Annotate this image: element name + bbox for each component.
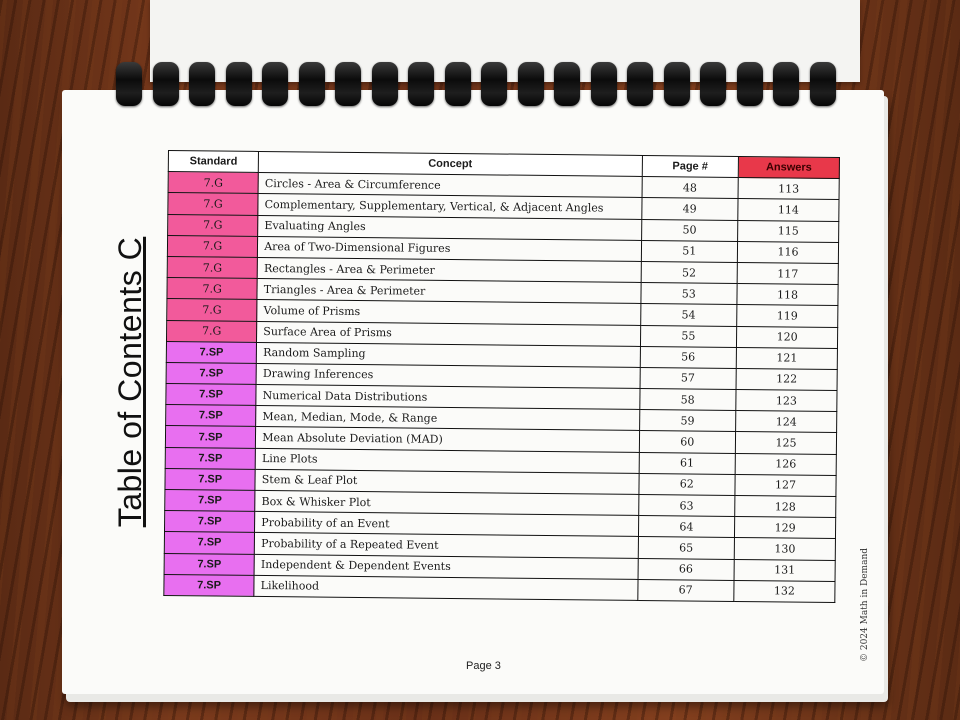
answers-cell: 116	[737, 241, 838, 263]
concept-cell: Box & Whisker Plot	[255, 490, 638, 515]
concept-cell: Likelihood	[254, 575, 637, 600]
page-cell: 66	[638, 558, 735, 580]
answers-cell: 120	[737, 326, 838, 348]
page-cell: 59	[639, 410, 736, 432]
standard-cell: 7.SP	[165, 426, 255, 448]
binding-coil	[445, 62, 471, 106]
standard-cell: 7.SP	[166, 362, 256, 384]
table-body	[164, 172, 839, 603]
answers-cell: 132	[734, 580, 835, 602]
page-cell: 60	[639, 431, 736, 453]
header-answers: Answers	[738, 156, 839, 178]
concept-cell: Stem & Leaf Plot	[255, 469, 638, 494]
concept-cell: Probability of an Event	[255, 512, 638, 537]
page-cell: 56	[640, 346, 737, 368]
answers-cell: 128	[735, 495, 836, 517]
concept-cell: Triangles - Area & Perimeter	[257, 279, 640, 304]
standard-cell: 7.G	[167, 299, 257, 321]
binding-coil	[810, 62, 836, 106]
binding-coil	[700, 62, 726, 106]
answers-cell: 131	[734, 559, 835, 581]
concept-cell: Rectangles - Area & Perimeter	[257, 257, 640, 282]
spiral-binding	[116, 62, 836, 112]
concept-cell: Complementary, Supplementary, Vertical, & Adjacent Angles	[258, 194, 641, 219]
header-concept: Concept	[259, 151, 642, 176]
standard-cell: 7.SP	[166, 341, 256, 363]
page-cell: 61	[639, 452, 736, 474]
standard-cell: 7.G	[168, 172, 258, 194]
page-cell: 64	[638, 516, 735, 538]
page-cell: 58	[639, 389, 736, 411]
page-cell: 67	[637, 579, 734, 601]
header-standard: Standard	[168, 151, 258, 173]
binding-coil	[737, 62, 763, 106]
page-cell: 51	[641, 240, 738, 262]
standard-cell: 7.SP	[164, 553, 254, 575]
answers-cell: 125	[735, 432, 836, 454]
concept-cell: Independent & Dependent Events	[254, 554, 637, 579]
page-cell: 62	[638, 473, 735, 495]
contents-table	[163, 150, 840, 603]
concept-cell: Probability of a Repeated Event	[255, 533, 638, 558]
concept-cell: Circles - Area & Circumference	[258, 173, 641, 198]
answers-cell: 126	[735, 453, 836, 475]
binding-coil	[518, 62, 544, 106]
concept-cell: Volume of Prisms	[257, 300, 640, 325]
answers-cell: 123	[736, 390, 837, 412]
concept-cell: Evaluating Angles	[258, 215, 641, 240]
binding-coil	[262, 62, 288, 106]
answers-cell: 130	[734, 538, 835, 560]
page-cell: 52	[641, 261, 738, 283]
binding-coil	[773, 62, 799, 106]
answers-cell: 127	[735, 474, 836, 496]
standard-cell: 7.G	[168, 214, 258, 236]
binding-coil	[189, 62, 215, 106]
concept-cell: Surface Area of Prisms	[257, 321, 640, 346]
answers-cell: 113	[738, 178, 839, 200]
binding-coil	[372, 62, 398, 106]
concept-cell: Area of Two-Dimensional Figures	[258, 236, 641, 261]
binding-coil	[627, 62, 653, 106]
standard-cell: 7.G	[167, 278, 257, 300]
concept-cell: Line Plots	[255, 448, 638, 473]
binding-coil	[408, 62, 434, 106]
side-title: Table of Contents C	[112, 236, 148, 528]
page-number: Page 3	[466, 660, 501, 672]
binding-coil	[116, 62, 142, 106]
standard-cell: 7.G	[167, 256, 257, 278]
standard-cell: 7.SP	[164, 574, 254, 596]
binding-coil	[554, 62, 580, 106]
answers-cell: 118	[737, 284, 838, 306]
header-page: Page #	[642, 155, 739, 177]
page-cell: 54	[640, 304, 737, 326]
page-cell: 53	[640, 283, 737, 305]
standard-cell: 7.G	[167, 235, 257, 257]
binding-coil	[481, 62, 507, 106]
concept-cell: Numerical Data Distributions	[256, 384, 639, 409]
answers-cell: 121	[736, 347, 837, 369]
binding-coil	[153, 62, 179, 106]
standard-cell: 7.SP	[165, 511, 255, 533]
standard-cell: 7.SP	[165, 489, 255, 511]
page-cell: 50	[641, 219, 738, 241]
binding-coil	[664, 62, 690, 106]
binding-coil	[591, 62, 617, 106]
concept-cell: Random Sampling	[257, 342, 640, 367]
standard-cell: 7.SP	[166, 405, 256, 427]
binding-coil	[299, 62, 325, 106]
concept-cell: Drawing Inferences	[256, 363, 639, 388]
answers-cell: 117	[737, 262, 838, 284]
binding-coil	[335, 62, 361, 106]
page-cell: 55	[640, 325, 737, 347]
concept-cell: Mean Absolute Deviation (MAD)	[256, 427, 639, 452]
answers-cell: 124	[736, 411, 837, 433]
page-cell: 63	[638, 494, 735, 516]
standard-cell: 7.SP	[165, 468, 255, 490]
page-cell: 49	[641, 198, 738, 220]
page-cell: 48	[642, 177, 739, 199]
copyright-text: © 2024 Math in Demand	[860, 547, 870, 663]
binding-coil	[226, 62, 252, 106]
answers-cell: 119	[737, 305, 838, 327]
page-cell: 65	[638, 537, 735, 559]
standard-cell: 7.G	[168, 193, 258, 215]
answers-cell: 129	[735, 517, 836, 539]
standard-cell: 7.SP	[164, 532, 254, 554]
standard-cell: 7.G	[166, 320, 256, 342]
standard-cell: 7.SP	[166, 384, 256, 406]
answers-cell: 122	[736, 368, 837, 390]
concept-cell: Mean, Median, Mode, & Range	[256, 406, 639, 431]
answers-cell: 115	[738, 220, 839, 242]
answers-cell: 114	[738, 199, 839, 221]
page-cell: 57	[640, 367, 737, 389]
standard-cell: 7.SP	[165, 447, 255, 469]
